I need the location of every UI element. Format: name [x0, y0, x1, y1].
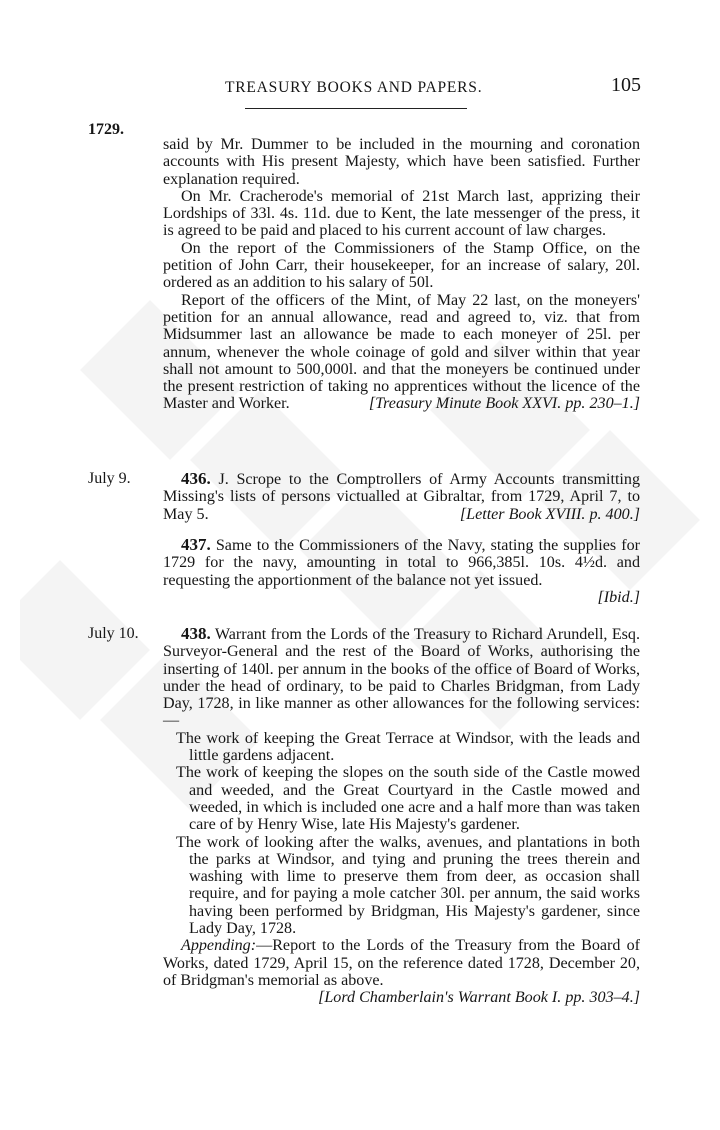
entry-number: 438.	[181, 624, 211, 643]
entry-number: 436.	[181, 469, 211, 488]
page-number: 105	[611, 74, 641, 96]
entry-text: Same to the Commissioners of the Navy, stating the supplies for 1729 for the navy, amounting in total to 966,385l. 10s. 4½d. and requesting the apportionment of the balance not yet issued.	[163, 537, 640, 589]
source-reference: [Letter Book XVIII. p. 400.]	[459, 505, 640, 523]
margin-date-july-9: July 9.	[88, 470, 131, 487]
entry-number: 437.	[181, 535, 211, 554]
entry-437	[163, 536, 640, 606]
service-item: The work of keeping the Great Terrace at Windsor, with the leads and little gardens adjacent.	[176, 729, 640, 765]
appending-label: Appending:	[181, 937, 257, 955]
appending-text: —Report to the Lords of the Treasury from the Board of Works, dated 1729, April 15, on the reference dated 1728, December 20, of Bridgman's memorial as above.	[163, 937, 640, 989]
margin-date-year: 1729.	[88, 121, 124, 138]
paragraph: On Mr. Cracherode's memorial of 21st March last, apprizing their Lordships of 33l. 4s. 11d. due to Kent, the late messenger of the press, it is agreed to be paid and placed to his current account of law charges.	[163, 187, 640, 240]
margin-date-july-10: July 10.	[88, 625, 139, 642]
source-reference-line	[163, 989, 640, 1006]
source-reference-line	[163, 589, 640, 606]
source-reference: [Ibid.]	[597, 588, 640, 606]
entry-436	[163, 470, 640, 523]
entry-text: Warrant from the Lords of the Treasury to Richard Arundell, Esq. Surveyor-General and the rest of the Board of Works, authorising the inserting of 140l. per annum in the books of the office of Board of Works, under the head of ordinary, to be paid to Charles Bridgman, from Lady Day, 1728, in like manner as other allowances for the following services:—	[163, 626, 641, 730]
source-reference: [Lord Chamberlain's Warrant Book I. pp. 303–4.]	[318, 989, 640, 1007]
entry-paragraph	[163, 536, 640, 589]
source-reference: [Treasury Minute Book XXVI. pp. 230–1.]	[368, 395, 640, 413]
entry-paragraph	[163, 470, 640, 523]
entry-text: J. Scrope to the Comptrollers of Army Accounts transmitting Missing's lists of persons victualled at Gibraltar, from 1729, April 7, to May 5.	[163, 471, 640, 523]
paragraph	[163, 292, 640, 413]
running-title: TREASURY BOOKS AND PAPERS.	[225, 79, 483, 96]
minute-continuation	[163, 136, 640, 413]
paragraph: On the report of the Commissioners of the Stamp Office, on the petition of John Carr, their housekeeper, for an increase of salary, 20l. ordered as an addition to his salary of 50l.	[163, 239, 640, 292]
paragraph-text: Report of the officers of the Mint, of May 22 last, on the moneyers' petition for an annual allowance, read and agreed to, viz. that from Midsummer last an allowance be made to each moneyer of 25l. per annum, whenever the whole coinage of gold and silver within that year shall not amount to 500,000l. and that the moneyers be continued under the present restriction of taking no apprentices without the licence of the Master and Worker.	[163, 291, 640, 413]
paragraph: said by Mr. Dummer to be included in the mourning and coronation accounts with His present Majesty, which have been satisfied. Further explanation required.	[163, 136, 640, 188]
header-rule	[245, 108, 467, 109]
entry-paragraph	[163, 625, 640, 730]
appending-paragraph	[163, 937, 640, 989]
entry-438	[163, 625, 640, 1007]
page-header	[163, 73, 641, 113]
service-item: The work of looking after the walks, avenues, and plantations in both the parks at Windsor, and tying and pruning the trees therein and washing with lime to preserve them from deer, as occasion shall require, and for paying a mole catcher 30l. per annum, the said works having been performed by Bridgman, His Majesty's gardener, since Lady Day, 1728.	[176, 833, 640, 938]
service-item: The work of keeping the slopes on the south side of the Castle mowed and weeded, and the Great Courtyard in the Castle mowed and weeded, in which is included one acre and a half more than was taken care of by Henry Wise, late His Majesty's gardener.	[176, 764, 640, 834]
